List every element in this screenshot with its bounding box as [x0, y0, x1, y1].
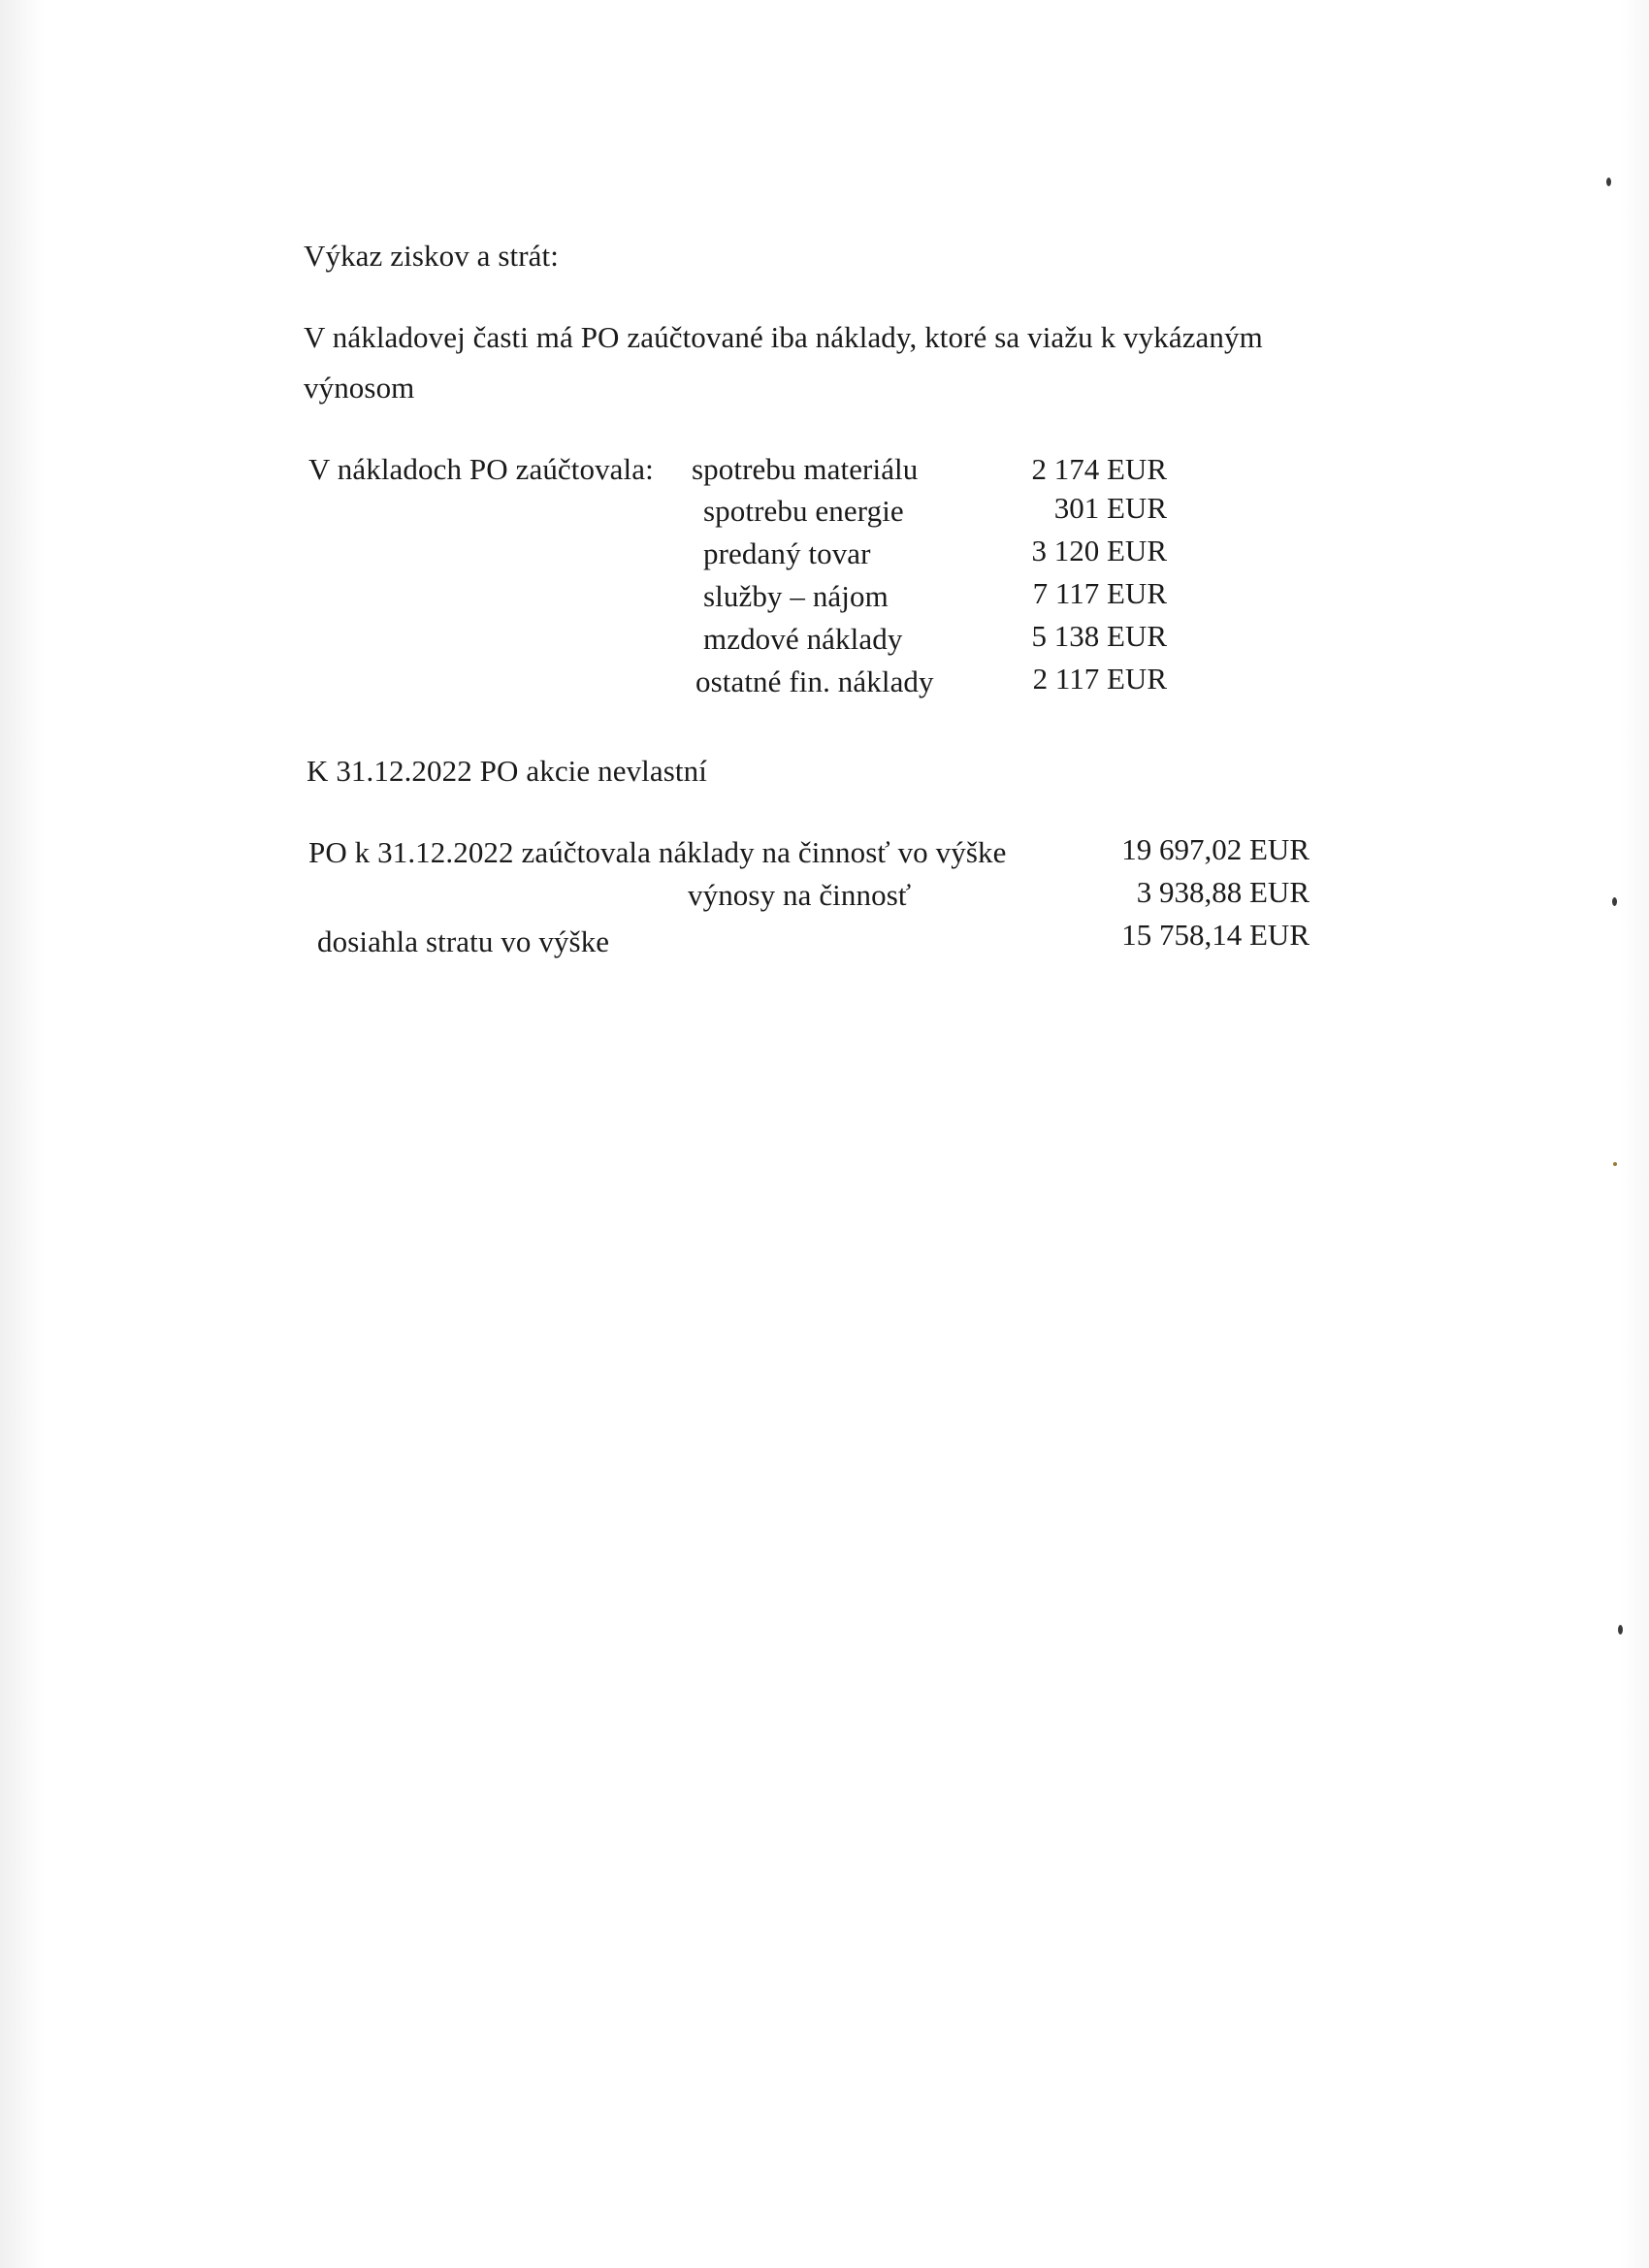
scan-speck [1606, 178, 1611, 186]
cost-item-amount: 3 120 EUR [1031, 534, 1167, 567]
shares-note: K 31.12.2022 PO akcie nevlastní [307, 754, 707, 788]
scan-speck [1618, 1625, 1623, 1635]
summary-loss-label: dosiahla stratu vo výške [317, 924, 610, 958]
cost-item-label: služby – nájom [703, 579, 889, 613]
summary-costs-value: 19 697,02 EUR [1121, 832, 1310, 866]
costs-lead: V nákladoch PO zaúčtovala: [308, 452, 654, 486]
report-heading: Výkaz ziskov a strát: [304, 239, 559, 273]
summary-loss-value: 15 758,14 EUR [1121, 918, 1310, 952]
cost-item-amount: 5 138 EUR [1031, 619, 1167, 653]
cost-item-label: ostatné fin. náklady [695, 664, 934, 698]
intro-line-1: V nákladovej časti má PO zaúčtované iba náklady, ktoré sa viažu k vykázaným [304, 320, 1263, 354]
cost-item-amount: 2 174 EUR [1031, 452, 1167, 486]
cost-item-label: predaný tovar [703, 536, 871, 570]
cost-item-label: spotrebu energie [703, 494, 904, 528]
cost-item-label: mzdové náklady [703, 622, 903, 656]
summary-revenue-value: 3 938,88 EUR [1136, 875, 1310, 909]
cost-item-amount: 301 EUR [1053, 491, 1167, 525]
cost-item-amount: 7 117 EUR [1032, 576, 1167, 610]
scan-shadow-left [0, 0, 45, 2268]
scan-speck [1613, 1162, 1617, 1166]
intro-line-2: výnosom [304, 371, 415, 405]
scan-shadow-right [1620, 0, 1649, 2268]
scan-speck [1612, 897, 1617, 906]
cost-item-amount: 2 117 EUR [1032, 662, 1167, 696]
cost-item-label: spotrebu materiálu [692, 452, 919, 486]
summary-revenue-label: výnosy na činnosť [688, 878, 912, 912]
summary-costs-label: PO k 31.12.2022 zaúčtovala náklady na činnosť vo výške [308, 835, 1007, 869]
